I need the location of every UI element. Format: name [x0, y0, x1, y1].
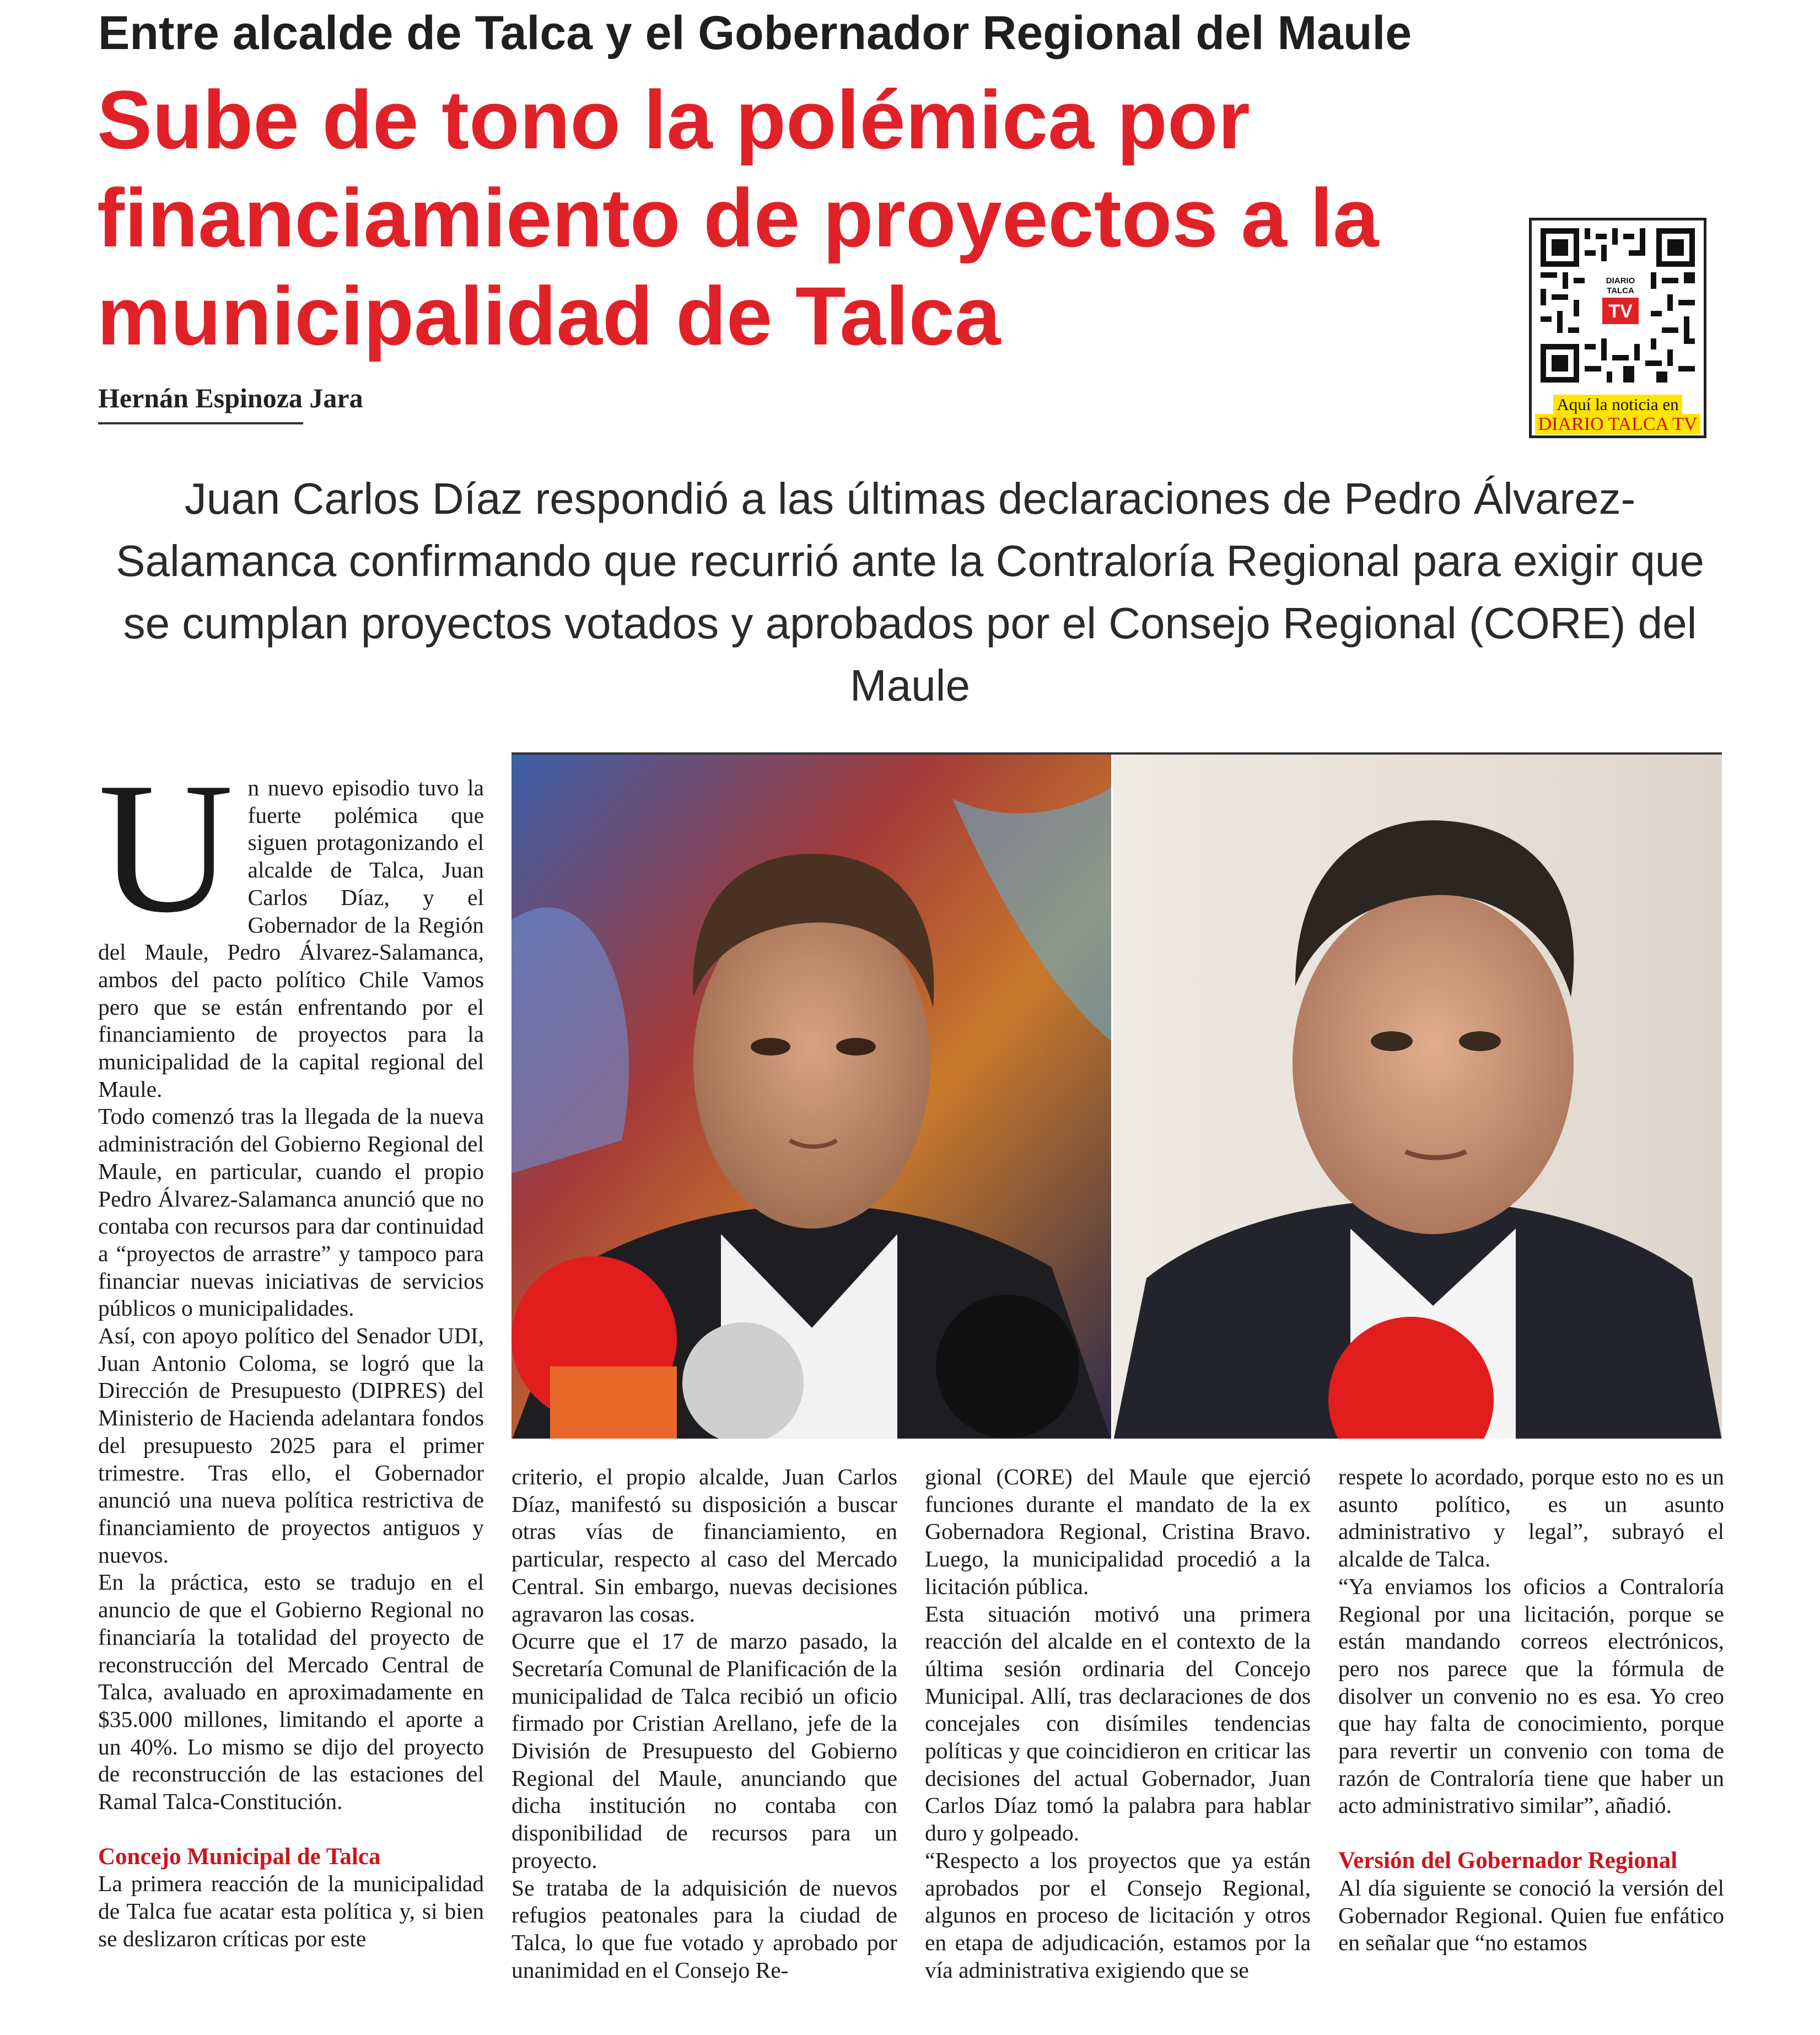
body-column-4 [1338, 1463, 1724, 2035]
body-column-2 [511, 1463, 897, 2035]
paragraph: Al día siguiente se conoció la versión del Gobernador Regional. Quien fue enfático en señalar que “no estamos [1338, 1875, 1724, 1956]
qr-code-box[interactable] [1529, 218, 1706, 438]
subhead-version-gobernador: Versión del Gobernador Regional [1338, 1848, 1678, 1874]
deck-subheadline: Juan Carlos Díaz respondió a las últimas declaraciones de Pedro Álvarez-Salamanca confirmando que recurrió ante la Contraloría Regional para exigir que se cumplan proyectos votados y aprobados por el Consejo Regional (CORE) del Maule [116, 474, 1704, 710]
paragraph: gional (CORE) del Maule que ejerció funciones durante el mandato de la ex Gobernadora Regional, Cristina Bravo. Luego, la municipalidad procedió a la licitación pública. [925, 1464, 1311, 1599]
paragraph: Esta situación motivó una primera reacción del alcalde en el contexto de la última sesión ordinaria del Concejo Municipal. Allí, tras declaraciones de dos concejales con disímiles tendencias políticas y que coincidieron en criticar las decisiones del actual Gobernador, Juan Carlos Díaz tomó la palabra para hablar duro y golpeado. [925, 1601, 1311, 1846]
governor-portrait-image [1113, 755, 1722, 1439]
qr-caption-line1: Aquí la noticia en [1532, 395, 1704, 414]
body-column-1 [98, 774, 484, 2035]
paragraph: respete lo acordado, porque esto no es un asunto político, es un asunto administrativo y legal”, subrayó el alcalde de Talca. [1338, 1464, 1724, 1572]
byline-author: Hernán Espinoza Jara [98, 383, 363, 413]
qr-logo-diario: DIARIO [1606, 276, 1635, 286]
paragraph: Todo comenzó tras la llegada de la nueva administración del Gobierno Regional del Maule, en particular, cuando el propio Pedro Álvarez-Salamanca anunció que no contaba con recursos para dar continuidad a “proyectos de arrastre” y tampoco para financiar nuevas iniciativas de servicios públicos o municipalidades. [98, 1103, 484, 1321]
paragraph: Se trataba de la adquisición de nuevos refugios peatonales para la ciudad de Talca, lo que fue votado y aprobado por unanimidad en el Consejo Re- [511, 1875, 897, 1983]
mayor-portrait-image [511, 755, 1111, 1439]
paragraph: Un nuevo episodio tuvo la fuerte polémica que siguen protagonizando el alcalde de Talca, Juan Carlos Díaz, y el Gobernador de la Región del Maule, Pedro Álvarez-Salamanca, ambos del pacto político Chile Vamos pero que se están enfrentando por el financiamiento de proyectos para la municipalidad de la capital regional del Maule. [98, 774, 484, 1102]
paragraph: “Respecto a los proyectos que ya están aprobados por el Consejo Regional, algunos en proceso de licitación y otros en etapa de adjudicación, estamos por la vía administrativa exigiendo que se [925, 1847, 1311, 1983]
body-column-3 [925, 1463, 1311, 2035]
main-headline: Sube de tono la polémica por financiamiento de proyectos a la municipalidad de Talca [97, 73, 1379, 362]
qr-code-icon [1541, 228, 1695, 383]
qr-logo-tv: TV [1608, 301, 1633, 322]
photo-left [511, 755, 1111, 1439]
photo-pair [511, 752, 1722, 1439]
paragraph: En la práctica, esto se tradujo en el anuncio de que el Gobierno Regional no financiaría la totalidad del proyecto de reconstrucción del Mercado Central de Talca, avaluado en aproximadamente en $35.000 millones, limitando el aporte a un 40%. Lo mismo se dijo del proyecto de reconstrucción de las estaciones del Ramal Talca-Constitución. [98, 1569, 484, 1815]
qr-logo-talca: TALCA [1607, 286, 1634, 295]
paragraph: “Ya enviamos los oficios a Contraloría Regional por una licitación, porque se están mandando correos electrónicos, pero nos parece que la fórmula de disolver un convenio no es esa. Yo creo que hay falta de conocimiento, porque para revertir un convenio con toma de razón de Contraloría tiene que haber un acto administrativo similar”, añadió. [1338, 1573, 1724, 1818]
drop-cap: U [98, 774, 234, 951]
paragraph: criterio, el propio alcalde, Juan Carlos Díaz, manifestó su disposición a buscar otras vías de financiamiento, en particular, respecto al caso del Mercado Central. Sin embargo, nuevas decisiones agravaron las cosas. [511, 1464, 897, 1627]
subhead-concejo-municipal: Concejo Municipal de Talca [98, 1843, 381, 1870]
paragraph: Así, con apoyo político del Senador UDI, Juan Antonio Coloma, se logró que la Dirección de Presupuesto (DIPRES) del Ministerio de Hacienda adelantara fondos del presupuesto 2025 para el primer trimestre. Tras ello, el Gobernador anunció una nueva política restrictiva de financiamiento de proyectos antiguos y nuevos. [98, 1323, 484, 1568]
kicker-headline: Entre alcalde de Talca y el Gobernador Regional del Maule [98, 7, 1412, 60]
paragraph: La primera reacción de la municipalidad de Talca fue acatar esta política y, si bien se deslizaron críticas por este [98, 1871, 484, 1951]
photo-right [1113, 755, 1722, 1439]
qr-caption-line2: DIARIO TALCA TV [1532, 414, 1704, 434]
paragraph: Ocurre que el 17 de marzo pasado, la Secretaría Comunal de Planificación de la municipalidad de Talca recibió un oficio firmado por Cristian Arellano, jefe de la División de Presupuesto del Gobierno Regional del Maule, anunciando que dicha institución no contaba con disponibilidad de recursos para un proyecto. [511, 1628, 897, 1873]
byline-underline [98, 422, 303, 424]
